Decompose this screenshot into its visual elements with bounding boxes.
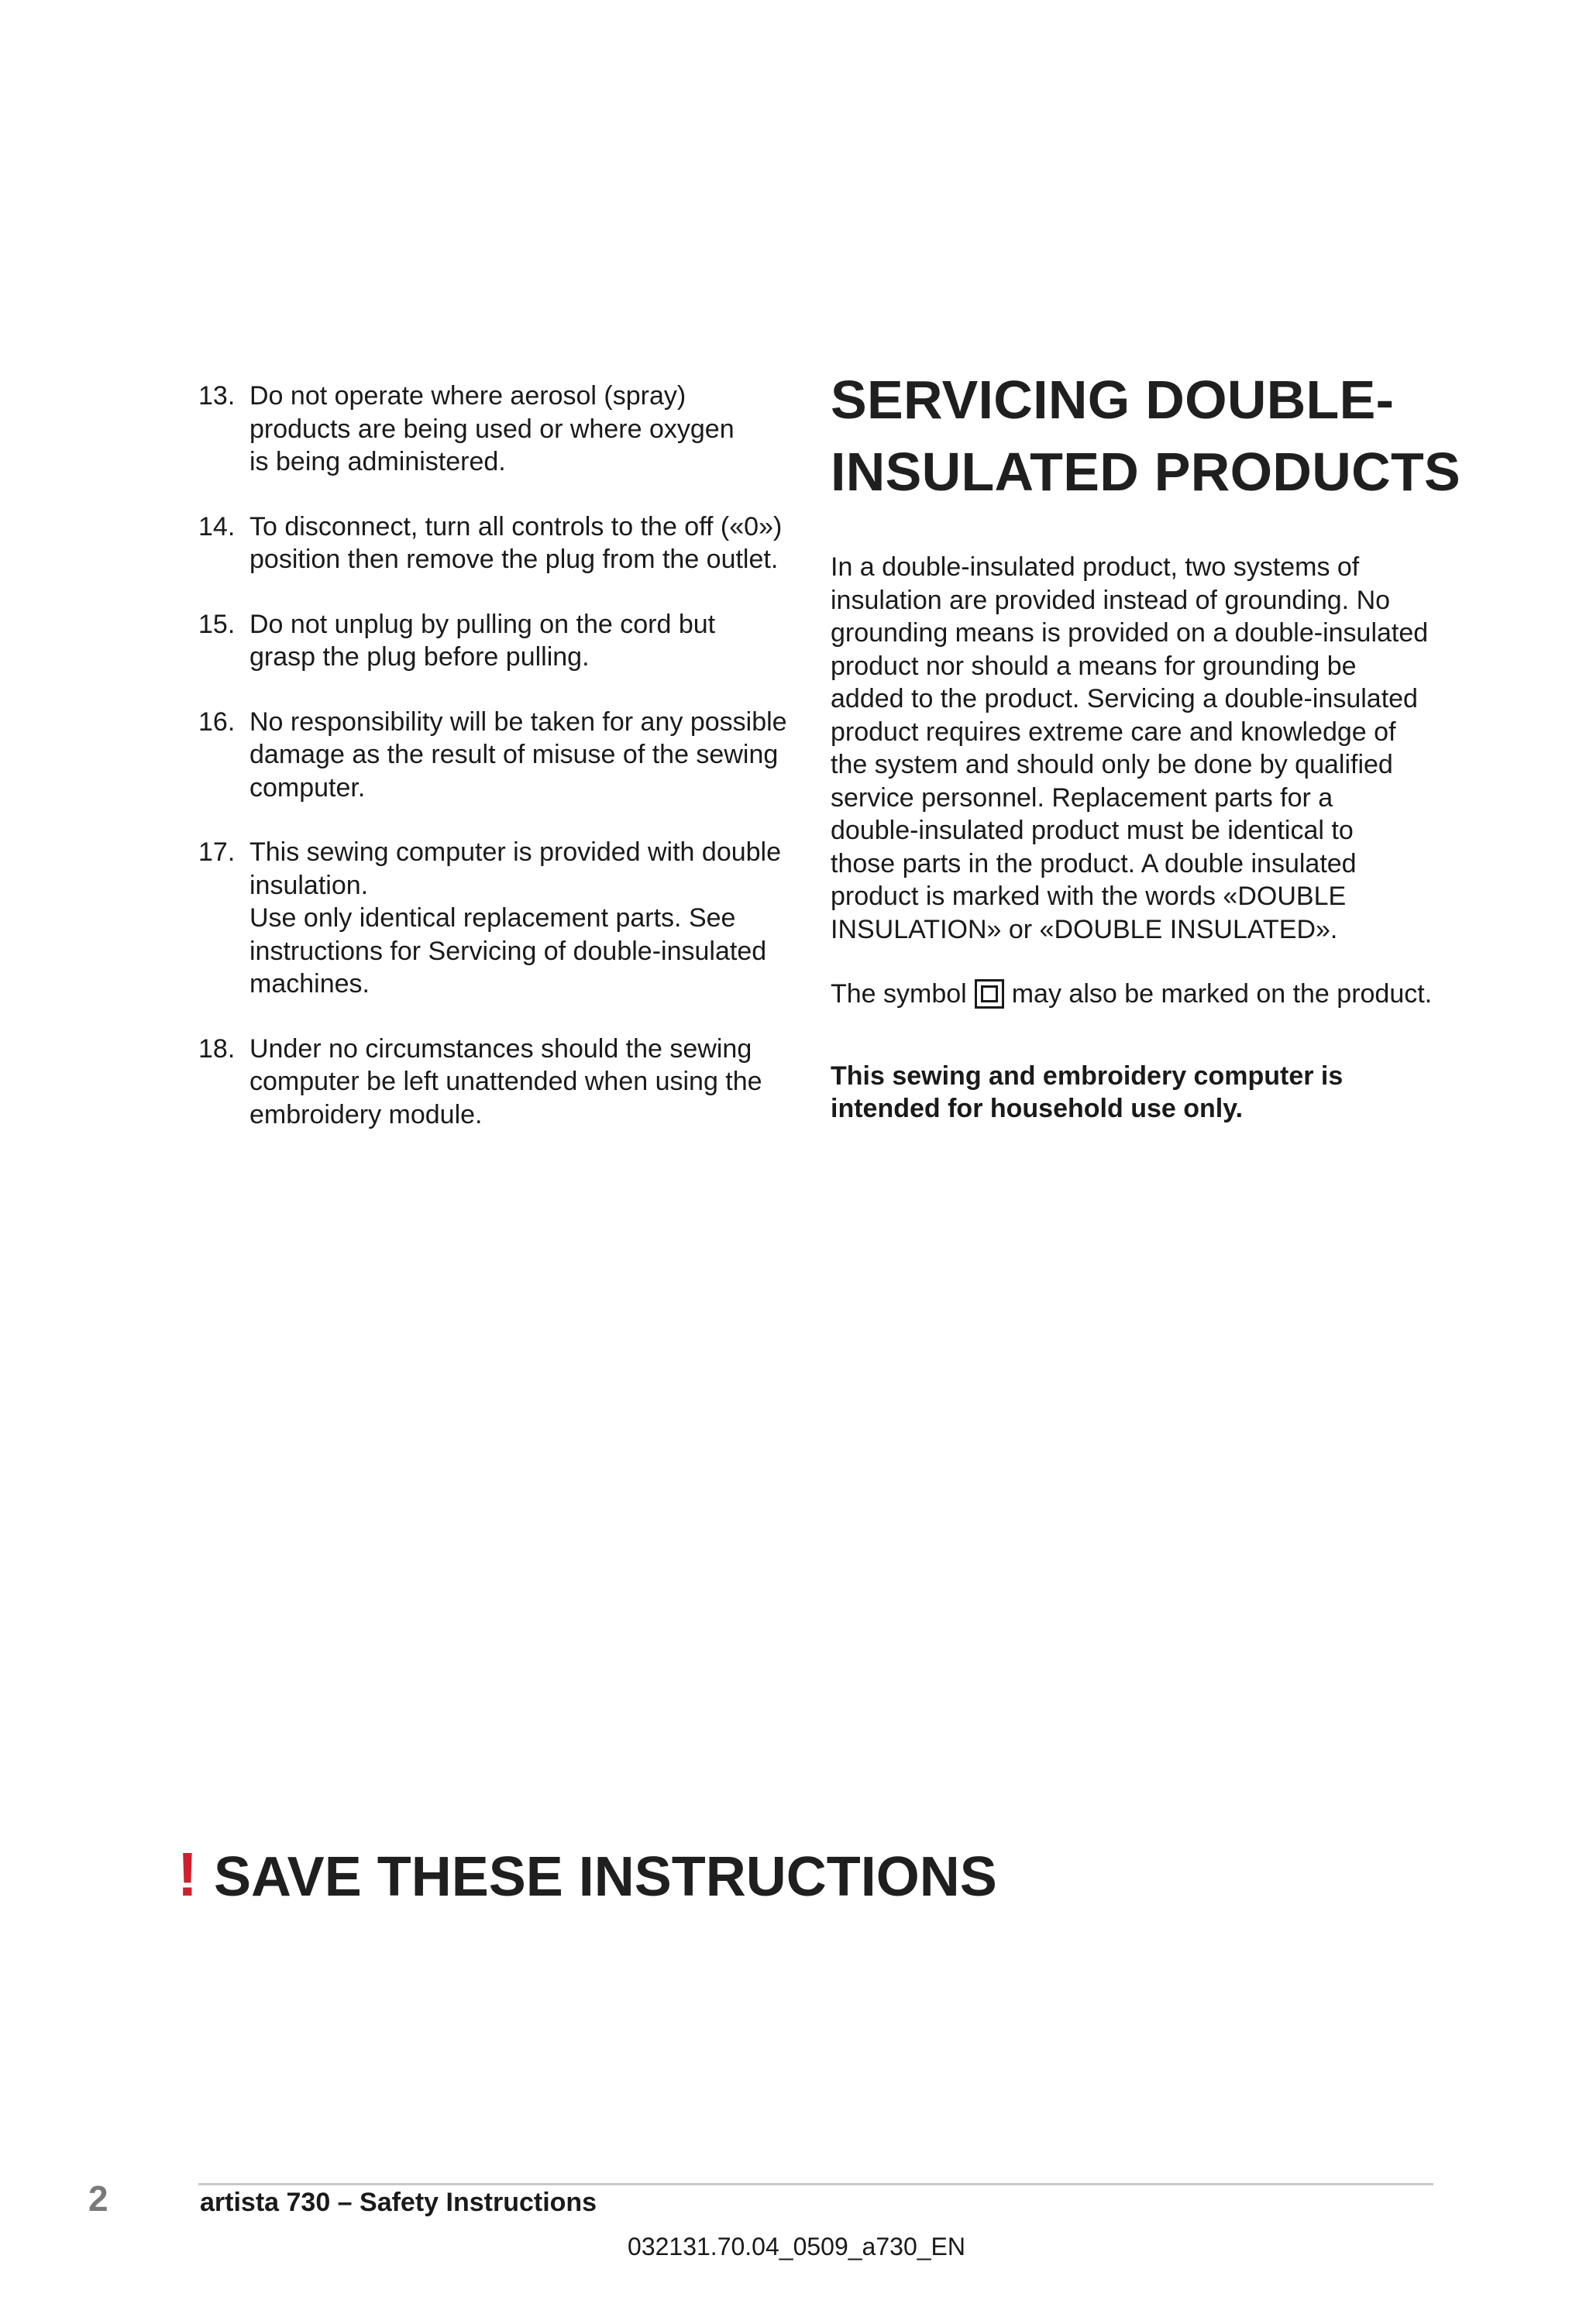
item-line: Do not operate where aerosol (spray)	[249, 381, 686, 411]
paragraph-line: product nor should a means for grounding be	[831, 651, 1357, 681]
heading-line: INSULATED PRODUCTS	[831, 442, 1461, 502]
servicing-section	[831, 364, 1512, 1126]
list-item	[198, 1033, 818, 1132]
symbol-sentence	[831, 978, 1512, 1011]
paragraph-line: insulation are provided instead of grounding. No	[831, 585, 1391, 615]
list-item	[198, 608, 818, 674]
servicing-paragraph	[831, 551, 1512, 946]
double-square-icon	[975, 979, 1004, 1009]
list-item	[198, 380, 818, 479]
safety-list	[198, 380, 818, 1163]
paragraph-line: INSULATION» or «DOUBLE INSULATED».	[831, 914, 1338, 944]
paragraph-line: product requires extreme care and knowledge of	[831, 717, 1396, 747]
item-line: To disconnect, turn all controls to the off («0»)	[249, 511, 783, 541]
footer-divider	[198, 2183, 1433, 2185]
item-number: 15.	[198, 609, 236, 639]
item-line: Use only identical replacement parts. See	[249, 903, 736, 933]
save-instructions-banner	[169, 1840, 997, 1912]
paragraph-line: grounding means is provided on a double-insulated	[831, 618, 1429, 648]
item-text	[249, 608, 818, 674]
paragraph-line: those parts in the product. A double insulated	[831, 848, 1357, 878]
symbol-text-before: The symbol	[831, 979, 967, 1009]
save-instructions-title: SAVE THESE INSTRUCTIONS	[214, 1846, 997, 1908]
paragraph-line: product is marked with the words «DOUBLE	[831, 882, 1347, 911]
list-item	[198, 836, 818, 1001]
item-number: 18.	[198, 1033, 236, 1064]
item-line: Do not unplug by pulling on the cord but	[249, 609, 716, 639]
item-text	[249, 706, 818, 805]
item-line: position then remove the plug from the outlet.	[249, 545, 779, 574]
servicing-heading	[831, 364, 1512, 508]
item-line: products are being used or where oxygen	[249, 414, 735, 444]
paragraph-line: service personnel. Replacement parts for a	[831, 782, 1333, 813]
item-text	[249, 511, 818, 576]
item-text	[249, 836, 818, 1001]
item-line: machines.	[249, 969, 370, 999]
item-line: insulation.	[249, 870, 369, 900]
household-use-notice	[831, 1060, 1512, 1126]
item-line: computer be left unattended when using the	[249, 1067, 762, 1096]
heading-line: SERVICING DOUBLE-	[831, 370, 1395, 430]
item-text	[249, 380, 818, 479]
item-line: This sewing computer is provided with double	[249, 837, 782, 867]
item-line: embroidery module.	[249, 1099, 483, 1129]
paragraph-line: double-insulated product must be identical to	[831, 816, 1354, 845]
paragraph-line: added to the product. Servicing a double-insulated	[831, 684, 1418, 713]
notice-line: intended for household use only.	[831, 1094, 1244, 1123]
item-line: Under no circumstances should the sewing	[249, 1033, 752, 1064]
paragraph-line: the system and should only be done by qualified	[831, 750, 1393, 779]
item-line: instructions for Servicing of double-insulated	[249, 936, 767, 966]
item-number: 16.	[198, 706, 236, 737]
item-line: grasp the plug before pulling.	[249, 642, 590, 672]
document-code: 032131.70.04_0509_a730_EN	[628, 2233, 965, 2260]
item-number: 17.	[198, 837, 236, 867]
notice-line: This sewing and embroidery computer is	[831, 1061, 1344, 1091]
item-text	[249, 1033, 818, 1132]
exclamation-icon: !	[177, 1840, 198, 1909]
paragraph-line: In a double-insulated product, two systems of	[831, 552, 1360, 582]
item-line: No responsibility will be taken for any possible	[249, 706, 787, 737]
list-item	[198, 511, 818, 576]
item-line: is being administered.	[249, 447, 506, 476]
list-item	[198, 706, 818, 805]
item-line: damage as the result of misuse of the sewing	[249, 740, 779, 769]
page-number: 2	[88, 2178, 108, 2219]
symbol-text-after: may also be marked on the product.	[1011, 979, 1433, 1009]
footer-title: artista 730 – Safety Instructions	[200, 2188, 597, 2217]
item-line: computer.	[249, 772, 366, 803]
item-number: 14.	[198, 511, 236, 541]
item-number: 13.	[198, 381, 236, 411]
